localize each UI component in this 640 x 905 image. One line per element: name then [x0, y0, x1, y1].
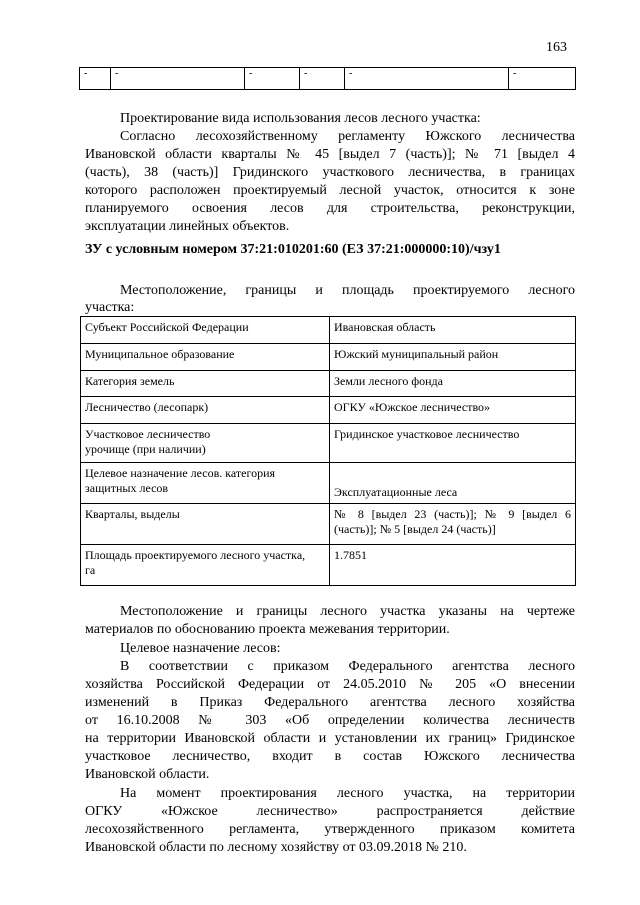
table-value-cell: Гридинское участковое лесничество: [330, 424, 576, 463]
stub-cell: -: [509, 68, 576, 90]
table-label-line: Площадь проектируемого лесного участка,: [85, 548, 306, 562]
table-value-cell: Ивановская область: [330, 317, 576, 344]
top-table-stub: [79, 67, 576, 90]
para-3: Целевое назначение лесов:: [120, 641, 281, 656]
table-value-line: № 8 [выдел 23 (часть)]; № 9 [выдел 6: [334, 507, 571, 521]
plot-info-table: [80, 316, 576, 586]
stub-cell: -: [111, 68, 245, 90]
table-value-cell: [330, 504, 576, 545]
para-5-line: Ивановской области по лесному хозяйству от 03.09.2018 № 210.: [85, 840, 467, 855]
para-2-line: материалов по обоснованию проекта межевания территории.: [85, 622, 450, 637]
table-value-cell: 1.7851: [330, 545, 576, 586]
para-5-line: На момент проектирования лесного участка, на территории: [120, 786, 575, 801]
table-label-cell: Категория земель: [81, 371, 330, 397]
para-2-line: Местоположение и границы лесного участка указаны на чертеже: [120, 604, 575, 619]
table-label-line: урочище (при наличии): [85, 442, 206, 456]
page-number: 163: [546, 40, 567, 55]
para-4-line: Ивановской области.: [85, 767, 210, 782]
table-value-cell: Земли лесного фонда: [330, 371, 576, 397]
table-value-cell: Эксплуатационные леса: [330, 463, 576, 504]
table-label-line: Участковое лесничество: [85, 427, 211, 441]
table-row: [81, 424, 576, 463]
para-5-line: ОГКУ «Южское лесничество» распространяется действие: [85, 804, 575, 819]
stub-cell: -: [300, 68, 345, 90]
stub-cell: -: [245, 68, 300, 90]
para-1-line: эксплуатации линейных объектов.: [85, 219, 290, 234]
table-row: [81, 344, 576, 371]
section-heading: ЗУ с условным номером 37:21:010201:60 (ЕЗ 37:21:000000:10)/чзу1: [85, 242, 501, 257]
intro-line: участка:: [85, 300, 135, 315]
table-row: [81, 545, 576, 586]
table-row: [81, 504, 576, 545]
table-label-line: Целевое назначение лесов. категория: [85, 466, 276, 480]
stub-cell: -: [345, 68, 509, 90]
para-5-line: лесохозяйственного регламента, утвержденного приказом комитета: [85, 822, 575, 837]
para-4-line: хозяйства Российской Федерации от 24.05.2010 № 205 «О внесении: [85, 677, 575, 692]
para-4-line: на территории Ивановской области и установлении их границ» Гридинское: [85, 731, 575, 746]
table-value-cell: Южский муниципальный район: [330, 344, 576, 371]
para-4-line: участковое лесничество, входит в состав Южского лесничества: [85, 749, 575, 764]
table-value-line: (часть)]; № 5 [выдел 24 (часть)]: [334, 522, 496, 536]
para-4-line: от 16.10.2008 № 303 «Об определении количества лесничеств: [85, 713, 575, 728]
table-row: [81, 463, 576, 504]
para-4-line: В соответствии с приказом Федерального агентства лесного: [120, 659, 575, 674]
table-label-cell: Лесничество (лесопарк): [81, 397, 330, 424]
table-label-cell: [81, 545, 330, 586]
para-1-line: Согласно лесохозяйственному регламенту Южского лесничества: [120, 129, 575, 144]
table-row: [81, 317, 576, 344]
para-4-line: изменений в Приказ Федерального агентства лесного хозяйства: [85, 695, 575, 710]
intro-line: Местоположение, границы и площадь проектируемого лесного: [120, 283, 575, 298]
para-1-line: (часть), 38 (часть)] Гридинского участкового лесничества, в границах: [85, 165, 575, 180]
para-1-line: планируемого освоения лесов для строительства, реконструкции,: [85, 201, 575, 216]
table-label-line: га: [85, 563, 96, 577]
table-label-cell: Муниципальное образование: [81, 344, 330, 371]
table-label-cell: [81, 463, 330, 504]
table-label-cell: [81, 424, 330, 463]
para-1-first-line: Проектирование вида использования лесов лесного участка:: [120, 111, 481, 126]
table-label-line: защитных лесов: [85, 481, 169, 495]
table-label-cell: Кварталы, выделы: [81, 504, 330, 545]
table-row: [81, 397, 576, 424]
para-1-line: которого расположен проектируемый лесной участок, относится к зоне: [85, 183, 575, 198]
table-value-cell: ОГКУ «Южское лесничество»: [330, 397, 576, 424]
table-row: [81, 371, 576, 397]
para-1-line: Ивановской области кварталы № 45 [выдел 7 (часть)]; № 71 [выдел 4: [85, 147, 575, 162]
stub-cell: -: [80, 68, 111, 90]
table-label-cell: Субъект Российской Федерации: [81, 317, 330, 344]
